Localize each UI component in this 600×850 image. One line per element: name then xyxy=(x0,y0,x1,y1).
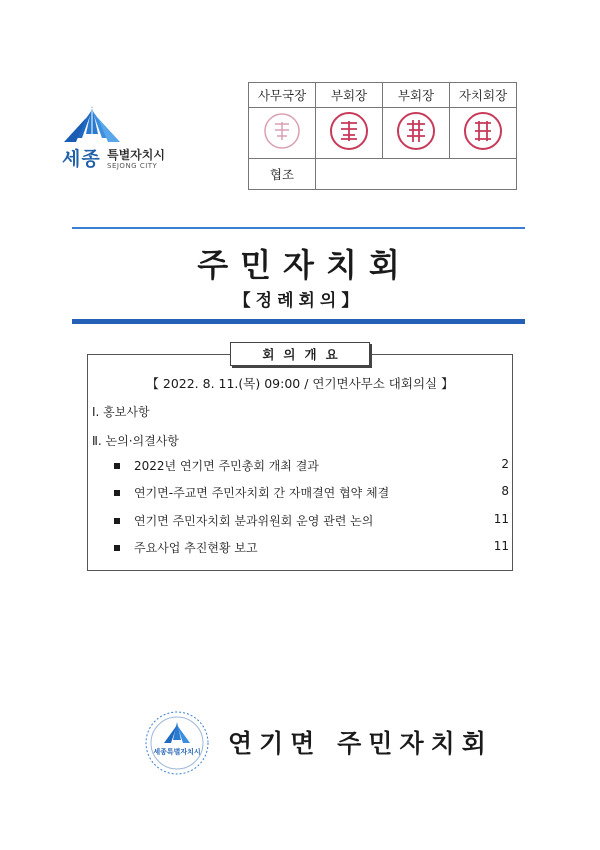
title-rule-bottom xyxy=(72,319,525,324)
agenda-item-page: 8 xyxy=(501,484,509,498)
agenda-item-text: 연기면 주민자치회 분과위원회 운영 관련 논의 xyxy=(134,514,374,528)
agenda-item-text: 연기면-주교면 주민자치회 간 자매결연 협약 체결 xyxy=(134,486,390,500)
signature-cell xyxy=(249,108,316,159)
bullet-icon xyxy=(114,518,120,524)
section-discussion: Ⅱ. 논의·의결사항 xyxy=(92,434,179,448)
seal-stamp-icon xyxy=(328,110,370,152)
bullet-icon xyxy=(114,545,120,551)
page-title: 주민자치회 xyxy=(197,246,412,284)
agenda-item xyxy=(114,457,509,475)
agenda-item-text: 2022년 연기면 주민총회 개최 결과 xyxy=(134,459,319,473)
approval-header-vice-chair-2: 부회장 xyxy=(383,83,450,108)
sejong-city-logo xyxy=(62,104,172,174)
logo-mountain-icon xyxy=(62,104,122,146)
signature-cell xyxy=(450,108,517,159)
bullet-icon xyxy=(114,463,120,469)
cooperation-cell xyxy=(316,159,517,190)
approval-header-vice-chair-1: 부회장 xyxy=(316,83,383,108)
page-subtitle: 【정례회의】 xyxy=(233,291,364,311)
logo-name: 세종 xyxy=(62,148,101,170)
title-rule-top xyxy=(72,227,525,229)
signature-cell xyxy=(316,108,383,159)
agenda-item-page: 2 xyxy=(501,457,509,471)
meeting-meta: 【 2022. 8. 11.(목) 09:00 / 연기면사무소 대회의실 】 xyxy=(146,376,454,391)
agenda-item-page: 11 xyxy=(493,512,509,526)
approval-table xyxy=(248,82,517,190)
agenda-item-page: 11 xyxy=(493,539,509,553)
agenda-item xyxy=(114,512,509,530)
agenda-item xyxy=(114,539,509,557)
footer-organization-name: 연기면 주민자치회 xyxy=(228,729,493,758)
seal-stamp-icon xyxy=(462,110,504,152)
logo-english: SEJONG CITY xyxy=(107,162,158,170)
overview-tag: 회의개요 xyxy=(230,342,370,366)
seal-stamp-icon xyxy=(395,110,437,152)
bullet-icon xyxy=(114,490,120,496)
agenda-item-text: 주요사업 추진현황 보고 xyxy=(134,541,258,555)
cooperation-label: 협조 xyxy=(249,159,316,190)
agenda-item xyxy=(114,484,509,502)
signature-cell xyxy=(383,108,450,159)
footer-seal-label: 세종특별자치시 xyxy=(153,748,201,756)
approval-header-secretary: 사무국장 xyxy=(249,83,316,108)
logo-city: 특별자치시 xyxy=(107,148,165,162)
footer-seal-icon xyxy=(144,710,210,776)
seal-stamp-icon xyxy=(261,110,303,152)
approval-header-chair: 자치회장 xyxy=(450,83,517,108)
section-publicity: Ⅰ. 홍보사항 xyxy=(92,405,150,419)
